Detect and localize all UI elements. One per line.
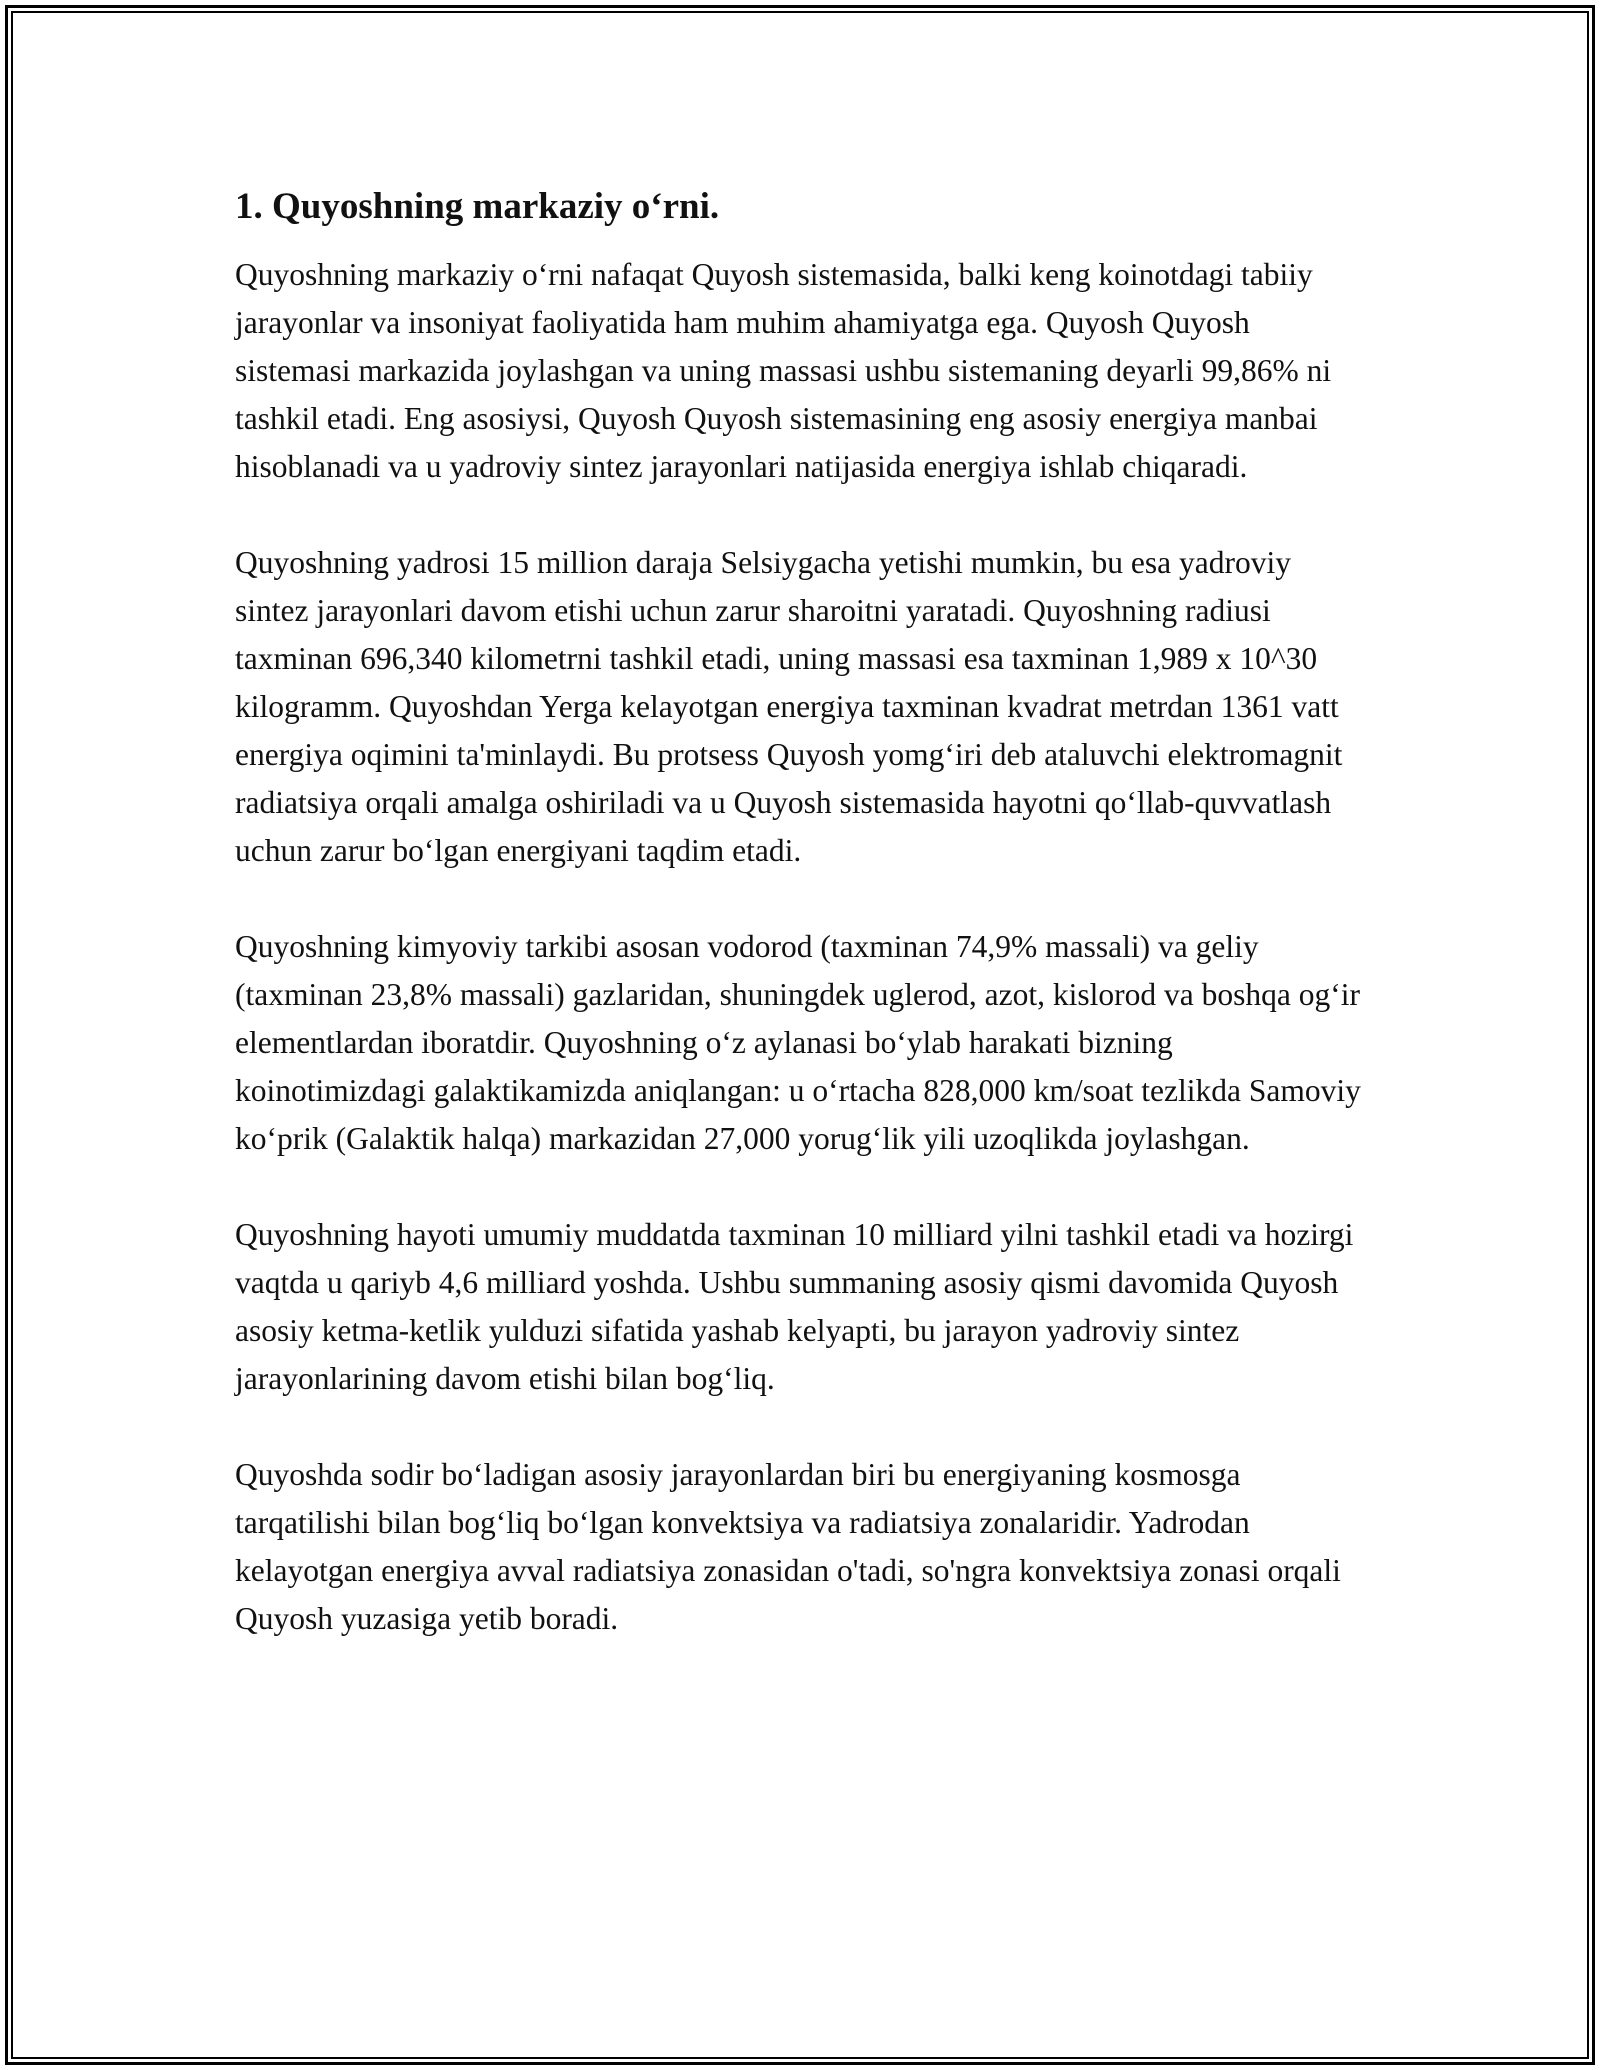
- paragraph-4: Quyoshning hayoti umumiy muddatda taxminan 10 milliard yilni tashkil etadi va hozirgi vaqtda u qariyb 4,6 milliard yoshda. Ushbu summaning asosiy qismi davomida Quyosh asosiy ketma-ketlik yulduzi sifatida yashab kelyapti, bu jarayon yadroviy sintez jarayonlarining davom etishi bilan bog‘liq.: [235, 1217, 1354, 1397]
- section-heading: 1. Quyoshning markaziy o‘rni.: [235, 186, 720, 227]
- paragraph-3: Quyoshning kimyoviy tarkibi asosan vodorod (taxminan 74,9% massali) va geliy (taxminan 23,8% massali) gazlaridan, shuningdek uglerod, azot, kislorod va boshqa og‘ir elementlardan iboratdir. Quyoshning o‘z aylanasi bo‘ylab harakati bizning koinotimizdagi galaktikamizda aniqlangan: u o‘rtacha 828,000 km/soat tezlikda Samoviy ko‘prik (Galaktik halqa) markazidan 27,000 yorug‘lik yili uzoqlikda joylashgan.: [235, 929, 1361, 1157]
- paragraph-5: Quyoshda sodir bo‘ladigan asosiy jarayonlardan biri bu energiyaning kosmosga tarqatilishi bilan bog‘liq bo‘lgan konvektsiya va radiatsiya zonalaridir. Yadrodan kelayotgan energiya avval radiatsiya zonasidan o'tadi, so'ngra konvektsiya zonasi orqali Quyosh yuzasiga yetib boradi.: [235, 1457, 1341, 1637]
- paragraph-1: Quyoshning markaziy o‘rni nafaqat Quyosh sistemasida, balki keng koinotdagi tabiiy jarayonlar va insoniyat faoliyatida ham muhim ahamiyatga ega. Quyosh Quyosh sistemasi markazida joylashgan va uning massasi ushbu sistemaning deyarli 99,86% ni tashkil etadi. Eng asosiysi, Quyosh Quyosh sistemasining eng asosiy energiya manbai hisoblanadi va u yadroviy sintez jarayonlari natijasida energiya ishlab chiqaradi.: [235, 257, 1332, 485]
- paragraph-2: Quyoshning yadrosi 15 million daraja Selsiygacha yetishi mumkin, bu esa yadroviy sintez jarayonlari davom etishi uchun zarur sharoitni yaratadi. Quyoshning radiusi taxminan 696,340 kilometrni tashkil etadi, uning massasi esa taxminan 1,989 x 10^30 kilogramm. Quyoshdan Yerga kelayotgan energiya taxminan kvadrat metrdan 1361 vatt energiya oqimini ta'minlaydi. Bu protsess Quyosh yomg‘iri deb ataluvchi elektromagnit radiatsiya orqali amalga oshiriladi va u Quyosh sistemasida hayotni qo‘llab-quvvatlash uchun zarur bo‘lgan energiyani taqdim etadi.: [235, 545, 1343, 869]
- document-body: [235, 185, 1370, 1691]
